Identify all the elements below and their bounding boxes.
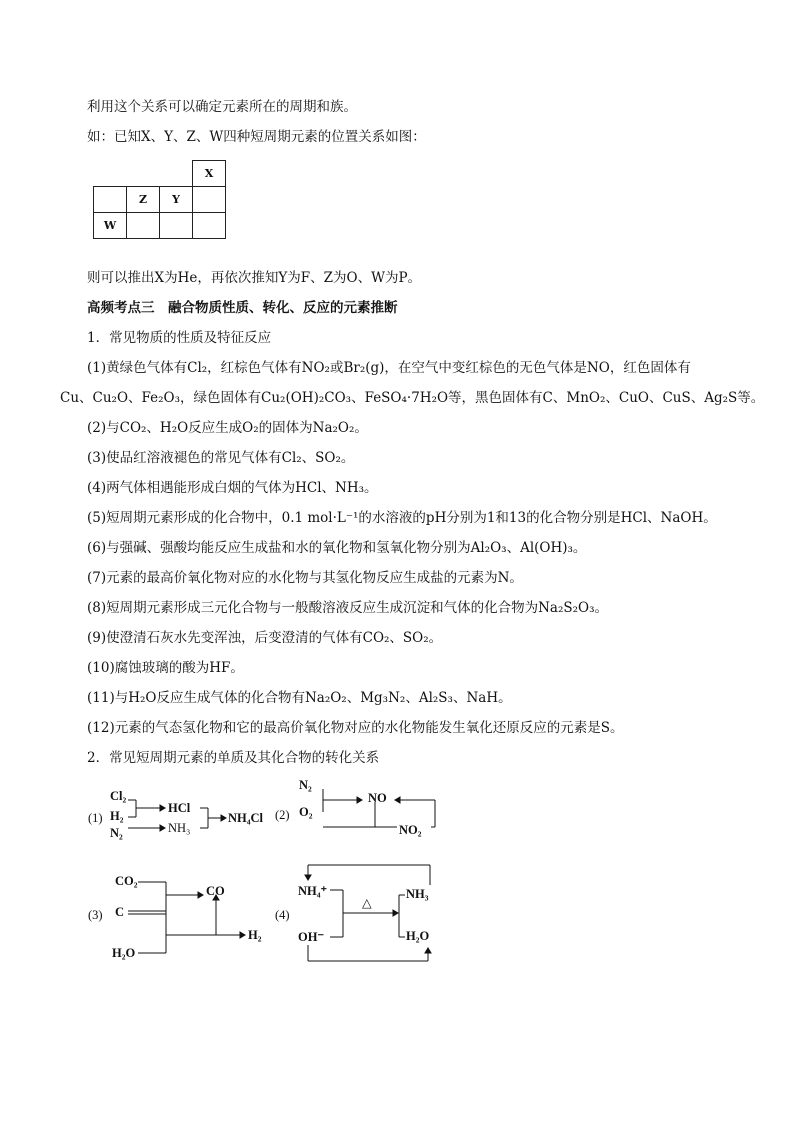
d2-no2: NO₂: [399, 823, 422, 837]
d3-h2: H₂: [248, 928, 262, 942]
d4-oh: OH⁻: [298, 930, 325, 944]
item-8: (8)短周期元素形成三元化合物与一般酸溶液反应生成沉淀和气体的化合物为Na₂S₂O₃。: [87, 600, 609, 616]
subheading-1: 1．常见物质的性质及特征反应: [87, 330, 272, 346]
d3-h2o: H₂O: [112, 946, 136, 960]
section-heading: 高频考点三 融合物质性质、转化、反应的元素推断: [87, 300, 398, 316]
d2-no: NO: [368, 791, 387, 805]
d4-nh3: NH₃: [406, 887, 429, 901]
item-4: (4)两气体相遇能形成白烟的气体为HCl、NH₃。: [87, 480, 378, 496]
conclusion-line: 则可以推出X为He，再依次推知Y为F、Z为O、W为P。: [87, 270, 422, 286]
d3-c: C: [115, 905, 125, 919]
d3-co2: CO₂: [115, 874, 138, 888]
d4-delta: △: [362, 896, 372, 910]
element-position-table: [93, 160, 226, 239]
subheading-2: 2．常见短周期元素的单质及其化合物的转化关系: [87, 750, 380, 766]
d1-n2: N₂: [110, 826, 123, 840]
diagram-4-number: (4): [275, 908, 290, 922]
d1-h2: H₂: [110, 809, 124, 823]
diagram-4: [275, 855, 445, 970]
intro-line-1: 利用这个关系可以确定元素所在的周期和族。: [87, 99, 357, 115]
d1-nh4cl: NH₄Cl: [228, 811, 263, 825]
d1-nh3: NH₃: [168, 821, 191, 835]
diagram-2: [275, 772, 450, 852]
d2-n2: N₂: [299, 778, 312, 792]
diagram-4-lines: [275, 855, 445, 970]
intro-line-2: 如：已知X、Y、Z、W四种短周期元素的位置关系如图：: [87, 129, 426, 145]
item-1b: Cu、Cu₂O、Fe₂O₃，绿色固体有Cu₂(OH)₂CO₃、FeSO₄·7H₂O等，黑色固体有C、MnO₂、CuO、CuS、Ag₂S等。: [60, 390, 765, 406]
item-12: (12)元素的气态氢化物和它的最高价氧化物对应的水化物能发生氧化还原反应的元素是S。: [87, 720, 624, 736]
item-1a: (1)黄绿色气体有Cl₂，红棕色气体有NO₂或Br₂(g)，在空气中变红棕色的无色气体是NO，红色固体有: [87, 360, 691, 376]
diagram-1: [88, 780, 278, 850]
diagram-3-number: (3): [88, 908, 103, 922]
item-3: (3)使品红溶液褪色的常见气体有Cl₂、SO₂。: [87, 450, 355, 466]
item-9: (9)使澄清石灰水先变浑浊，后变澄清的气体有CO₂、SO₂。: [87, 630, 443, 646]
item-2: (2)与CO₂、H₂O反应生成O₂的固体为Na₂O₂。: [87, 420, 368, 436]
d1-hcl: HCl: [168, 801, 191, 815]
d3-co: CO: [206, 884, 225, 898]
diagram-2-number: (2): [275, 808, 290, 822]
diagram-1-number: (1): [88, 811, 103, 825]
d4-h2o: H₂O: [406, 929, 430, 943]
d1-cl2: Cl₂: [110, 789, 127, 803]
cell-w: W: [94, 213, 127, 239]
item-7: (7)元素的最高价氧化物对应的水化物与其氢化物反应生成盐的元素为N。: [87, 570, 523, 586]
cell-z: Z: [127, 187, 160, 213]
cell-y: Y: [160, 187, 193, 213]
d4-nh4: NH₄⁺: [298, 884, 328, 898]
item-6: (6)与强碱、强酸均能反应生成盐和水的氧化物和氢氧化物分别为Al₂O₃、Al(OH)₃。: [87, 540, 587, 556]
d2-o2: O₂: [299, 805, 313, 819]
diagram-3: [88, 870, 273, 965]
item-10: (10)腐蚀玻璃的酸为HF。: [87, 660, 244, 676]
cell-x: X: [193, 161, 226, 187]
item-5: (5)短周期元素形成的化合物中，0.1 mol·L⁻¹的水溶液的pH分别为1和13的化合物分别是HCl、NaOH。: [87, 510, 717, 526]
item-11: (11)与H₂O反应生成气体的化合物有Na₂O₂、Mg₃N₂、Al₂S₃、NaH。: [87, 690, 512, 706]
